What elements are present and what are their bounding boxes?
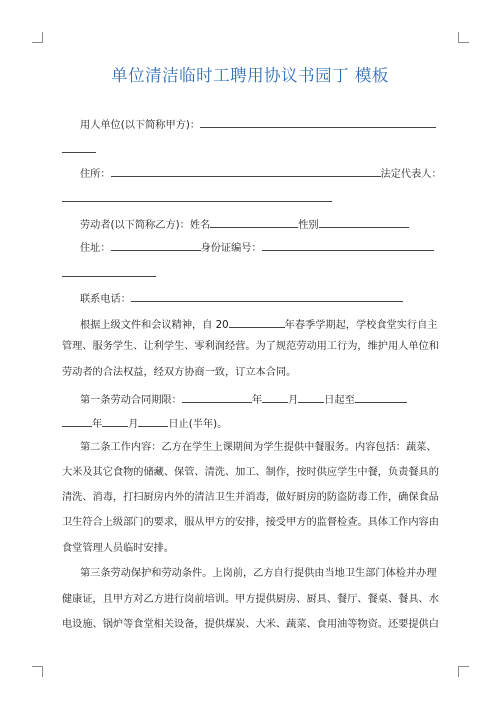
legal-rep-blank[interactable] <box>62 201 332 202</box>
start-month-blank[interactable] <box>262 391 288 403</box>
intro-line-1 <box>80 316 437 333</box>
employer-label: 用人单位(以下简称甲方)： <box>80 120 201 131</box>
article-1-line-2 <box>62 415 227 432</box>
address-line <box>80 165 442 182</box>
document-title: 单位清洁临时工聘用协议书园丁 模板 <box>111 66 389 85</box>
intro-text-end: 年春季学期起，学校食堂实行自主 <box>284 320 438 331</box>
end-year-blank-continued[interactable] <box>62 415 92 427</box>
worker-name-blank[interactable] <box>210 216 298 228</box>
worker-line <box>80 216 409 233</box>
end-day-blank[interactable] <box>138 415 168 427</box>
page-corner-mark-top-right <box>458 32 469 43</box>
end-year-blank[interactable] <box>355 391 407 403</box>
end-month-unit: 月 <box>128 419 139 430</box>
start-year-blank[interactable] <box>182 391 252 403</box>
start-day-unit: 日起至 <box>324 395 355 406</box>
intro-text-start: 根据上级文件和会议精神，自 20 <box>80 320 229 331</box>
phone-blank[interactable] <box>131 290 403 302</box>
intro-line-2: 管理、服务学生、让利学生、零利润经营。为了规范劳动用工行为，维护用人单位和 <box>62 341 439 352</box>
end-month-blank[interactable] <box>102 415 128 427</box>
address-label: 住所： <box>80 169 111 180</box>
start-day-blank[interactable] <box>298 391 324 403</box>
employer-line <box>80 116 436 133</box>
start-month-unit: 月 <box>288 395 299 406</box>
legal-rep-label: 法定代表人： <box>380 169 442 180</box>
page-corner-mark-top-left <box>32 32 43 43</box>
article-2-line-5: 食堂管理人员临时安排。 <box>62 543 175 554</box>
article-2-line-3: 清洗、消毒，打扫厨房内外的清洁卫生并消毒，做好厨房的防盗防毒工作，确保食品 <box>62 492 439 503</box>
employer-blank-continued[interactable] <box>62 152 96 153</box>
employer-blank[interactable] <box>200 116 436 128</box>
end-day-unit: 日止(半年)。 <box>168 419 228 430</box>
article-3-line-1: 第三条劳动保护和劳动条件。上岗前，乙方自行提供由当地卫生部门体检并办理 <box>80 568 437 579</box>
article-1-line-1 <box>80 391 407 408</box>
page-corner-mark-bottom-right <box>458 666 469 677</box>
id-number-blank[interactable] <box>262 239 434 251</box>
article-2-line-4: 卫生符合上级部门的要求，服从甲方的安排，接受甲方的监督检查。具体工作内容由 <box>62 517 439 528</box>
start-year-unit: 年 <box>251 395 263 406</box>
intro-year-blank[interactable] <box>229 316 285 328</box>
address-blank[interactable] <box>111 165 381 177</box>
article-3-line-2: 健康证，且甲方对乙方进行岗前培训。甲方提供厨房、厨具、餐厅、餐桌、餐具、水 <box>62 594 439 605</box>
intro-line-3: 劳动者的合法权益，经双方协商一致，订立本合同。 <box>62 367 297 378</box>
residence-label: 住址： <box>80 243 111 254</box>
id-number-blank-continued[interactable] <box>62 276 156 277</box>
phone-line <box>80 290 403 307</box>
gender-blank[interactable] <box>319 216 409 228</box>
article-2-line-2: 大米及其它食物的储藏、保管、清洗、加工、制作，按时供应学生中餐，负责餐具的 <box>62 467 439 478</box>
phone-label: 联系电话： <box>80 294 131 305</box>
gender-label: 性别 <box>298 220 319 231</box>
residence-blank[interactable] <box>111 239 201 251</box>
id-label: 身份证编号： <box>200 243 262 254</box>
article-3-line-3: 电设施、锅炉等食堂相关设备，提供煤炭、大米、蔬菜、食用油等物资。还要提供白 <box>62 619 439 630</box>
end-year-unit: 年 <box>92 419 103 430</box>
article-1-label: 第一条劳动合同期限： <box>80 395 182 406</box>
page-corner-mark-bottom-left <box>32 666 43 677</box>
residence-line <box>80 239 434 256</box>
article-2-line-1: 第二条工作内容：乙方在学生上课期间为学生提供中餐服务。内容包括：蔬菜、 <box>80 442 437 453</box>
worker-label: 劳动者(以下简称乙方)：姓名 <box>80 220 211 231</box>
